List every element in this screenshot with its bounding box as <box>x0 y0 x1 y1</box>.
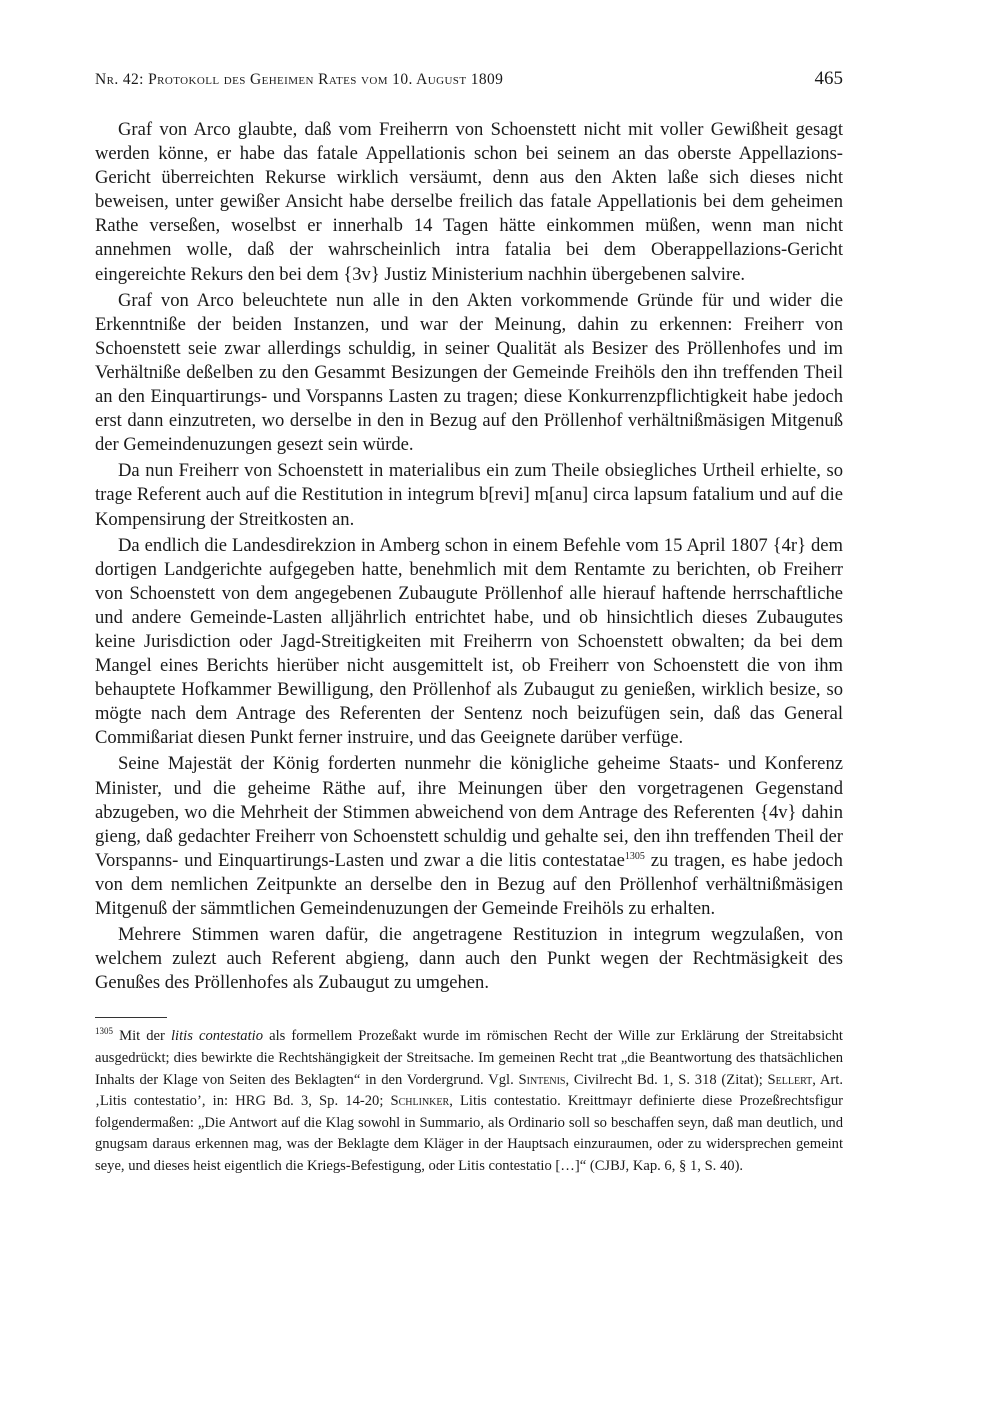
running-head <box>95 68 843 98</box>
footnote-text: , Litis contestatio. Kreittmayr definierte diese Prozeßrechtsfigur folgendermaßen: „Die Antwort auf die Klag sowohl in Summario, als Ordinario soll so beschaffen seyn, daß man deutlich, und gnugsam daraus erkennen mag, was der Beklagte dem Kläger in der Hauptsach einzuraumen, oder zu widersprechen gemeint seye, und dieses heist eigentlich die Kriegs-Befestigung, oder Litis contestatio […]“ (CJBJ, Kap. 6, § 1, S. 40). <box>95 1093 843 1174</box>
author-name: Schlinker <box>390 1093 450 1110</box>
body-text <box>95 118 843 995</box>
footnote-divider <box>95 1017 167 1018</box>
paragraph: Da endlich die Landesdirekzion in Amberg schon in einem Befehle vom 15 April 1807 {4r} dem dortigen Landgerichte aufgegeben hatte, benehmlich mit dem Rentamte zu berichten, ob Freiherr von Schoenstett von dem angegebenen Zubaugute Pröllenhof alle hierauf haftende herrschaftliche und andere Gemeinde-Lasten alljährlich entrichtet habe, und ob hinsichtlich dieses Zubaugutes keine Jurisdiction oder Jagd-Streitigkeiten mit Freiherrn von Schoenstett obwalten; da bei dem Mangel eines Berichts hierüber nicht ausgemittelt ist, ob Freiherr von Schoenstett die von ihm behauptete Hofkammer Bewilligung, den Pröllenhof als Zubaugut zu genießen, wirklich besize, so mögte nach dem Antrage des Referenten der Sentenz noch beizufügen sein, daß das General Commißariat diesen Punkt ferner instruire, und das Geeignete darüber verfüge. <box>95 534 843 749</box>
footnote-text: , Civilrecht Bd. 1, S. 318 (Zitat); <box>565 1071 768 1088</box>
footnote-reference[interactable]: 1305 <box>624 850 645 862</box>
paragraph: Da nun Freiherr von Schoenstett in materialibus ein zum Theile obsiegliches Urtheil erhielte, so trage Referent auch auf die Restitution in integrum b[revi] m[anu] circa lapsum fatalium und auf die Kompensirung der Streitkosten an. <box>95 460 843 530</box>
author-name: Sellert <box>767 1071 813 1088</box>
footnote-text: als formellem Prozeßakt wurde im römischen Recht der Wille zur Erklärung der Streitabsicht ausgedrückt; dies bewirkte die Rechtshängigkeit der Streitsache. Im gemeinen Recht trat „die Beantwortung des thatsächlichen Inhalts der Klage von Seiten des Beklagten“ in den Vordergrund. Vgl. <box>95 1028 843 1088</box>
paragraph: Graf von Arco glaubte, daß vom Freiherrn von Schoenstett nicht mit voller Gewißheit gesagt werden könne, er habe das fatale Appellationis schon bei seinem an das oberste Appellazions-Gericht überreichten Rekurse wirklich versäumt, denn aus den Akten laße sich dieses nicht beweisen, unter gewißer Ansicht habe derselbe freilich das fatale Appellationis bei dem geheimen Rathe verseßen, woselbst er innerhalb 14 Tagen hätte einkommen müßen, wenn man nicht annehmen wolle, daß der wahrscheinlich intra fatalia bei dem Oberappellazions-Gericht eingereichte Rekurs den bei dem {3v} Justiz Ministerium nachhin übergebenen salvire. <box>95 119 843 285</box>
footnote-text: , Art. ‚Litis contestatio’, in: HRG Bd. 3, Sp. 14-20; <box>95 1071 843 1110</box>
running-title: Nr. 42: Protokoll des Geheimen Rates vom 10. August 1809 <box>95 71 504 88</box>
author-name: Sintenis <box>518 1071 566 1088</box>
paragraph: Mehrere Stimmen waren dafür, die angetragene Restituzion in integrum wegzulaßen, von welchem zulezt auch Referent abgieng, dann auch den Punkt wegen der Rechtmäsigkeit des Genußes des Pröllenhofes als Zubaugut zu umgehen. <box>95 924 843 994</box>
footnote-number: 1305 <box>95 1026 113 1037</box>
paragraph-text: zu tragen, es habe jedoch von dem nemlichen Zeitpunkte an derselbe den in Bezug auf den Pröllenhof verhältnißmäsigen Mitgenuß der sämmtlichen Gemeindenuzungen der Gemeinde Freihöls zu erhalten. <box>95 849 843 919</box>
footnote-term: litis contestatio <box>170 1028 264 1045</box>
footnote <box>95 1026 843 1177</box>
paragraph: Graf von Arco beleuchtete nun alle in den Akten vorkommende Gründe für und wider die Erkenntniße der beiden Instanzen, und war der Meinung, dahin zu erkennen: Freiherr von Schoenstett seie zwar allerdings schuldig, in seiner Qualität als Besizer des Pröllenhofes und im Verhältniße deßelben zu den Gesammt Besizungen der Gemeinde Freihöls den ihn treffenden Theil an den Einquartirungs- und Vorspanns Lasten zu tragen; diese Konkurrenzpflichtigkeit habe jedoch erst dann einzutreten, wo derselbe in den in Bezug auf den Pröllenhof verhältnißmäsigen Mitgenuß der Gemeindenuzungen gesezt sein würde. <box>95 289 843 456</box>
page-number: 465 <box>814 68 843 89</box>
paragraph-text: Seine Majestät der König forderten nunmehr die königliche geheime Staats- und Konferenz Minister, und die geheime Räthe auf, ihre Meinungen über den vorgetragenen Gegenstand abzugeben, wo die Mehrheit der Stimmen abweichend von dem Antrage des Referenten {4v} dahin gieng, daß gedachter Freiherr von Schoenstett schuldig und gehalte sei, den ihn treffenden Theil der Vorspanns- und Einquartirungs-Lasten und zwar a die litis contestatae <box>95 753 843 871</box>
footnote-text: Mit der <box>113 1028 171 1045</box>
page <box>95 68 843 1178</box>
paragraph <box>95 752 843 921</box>
